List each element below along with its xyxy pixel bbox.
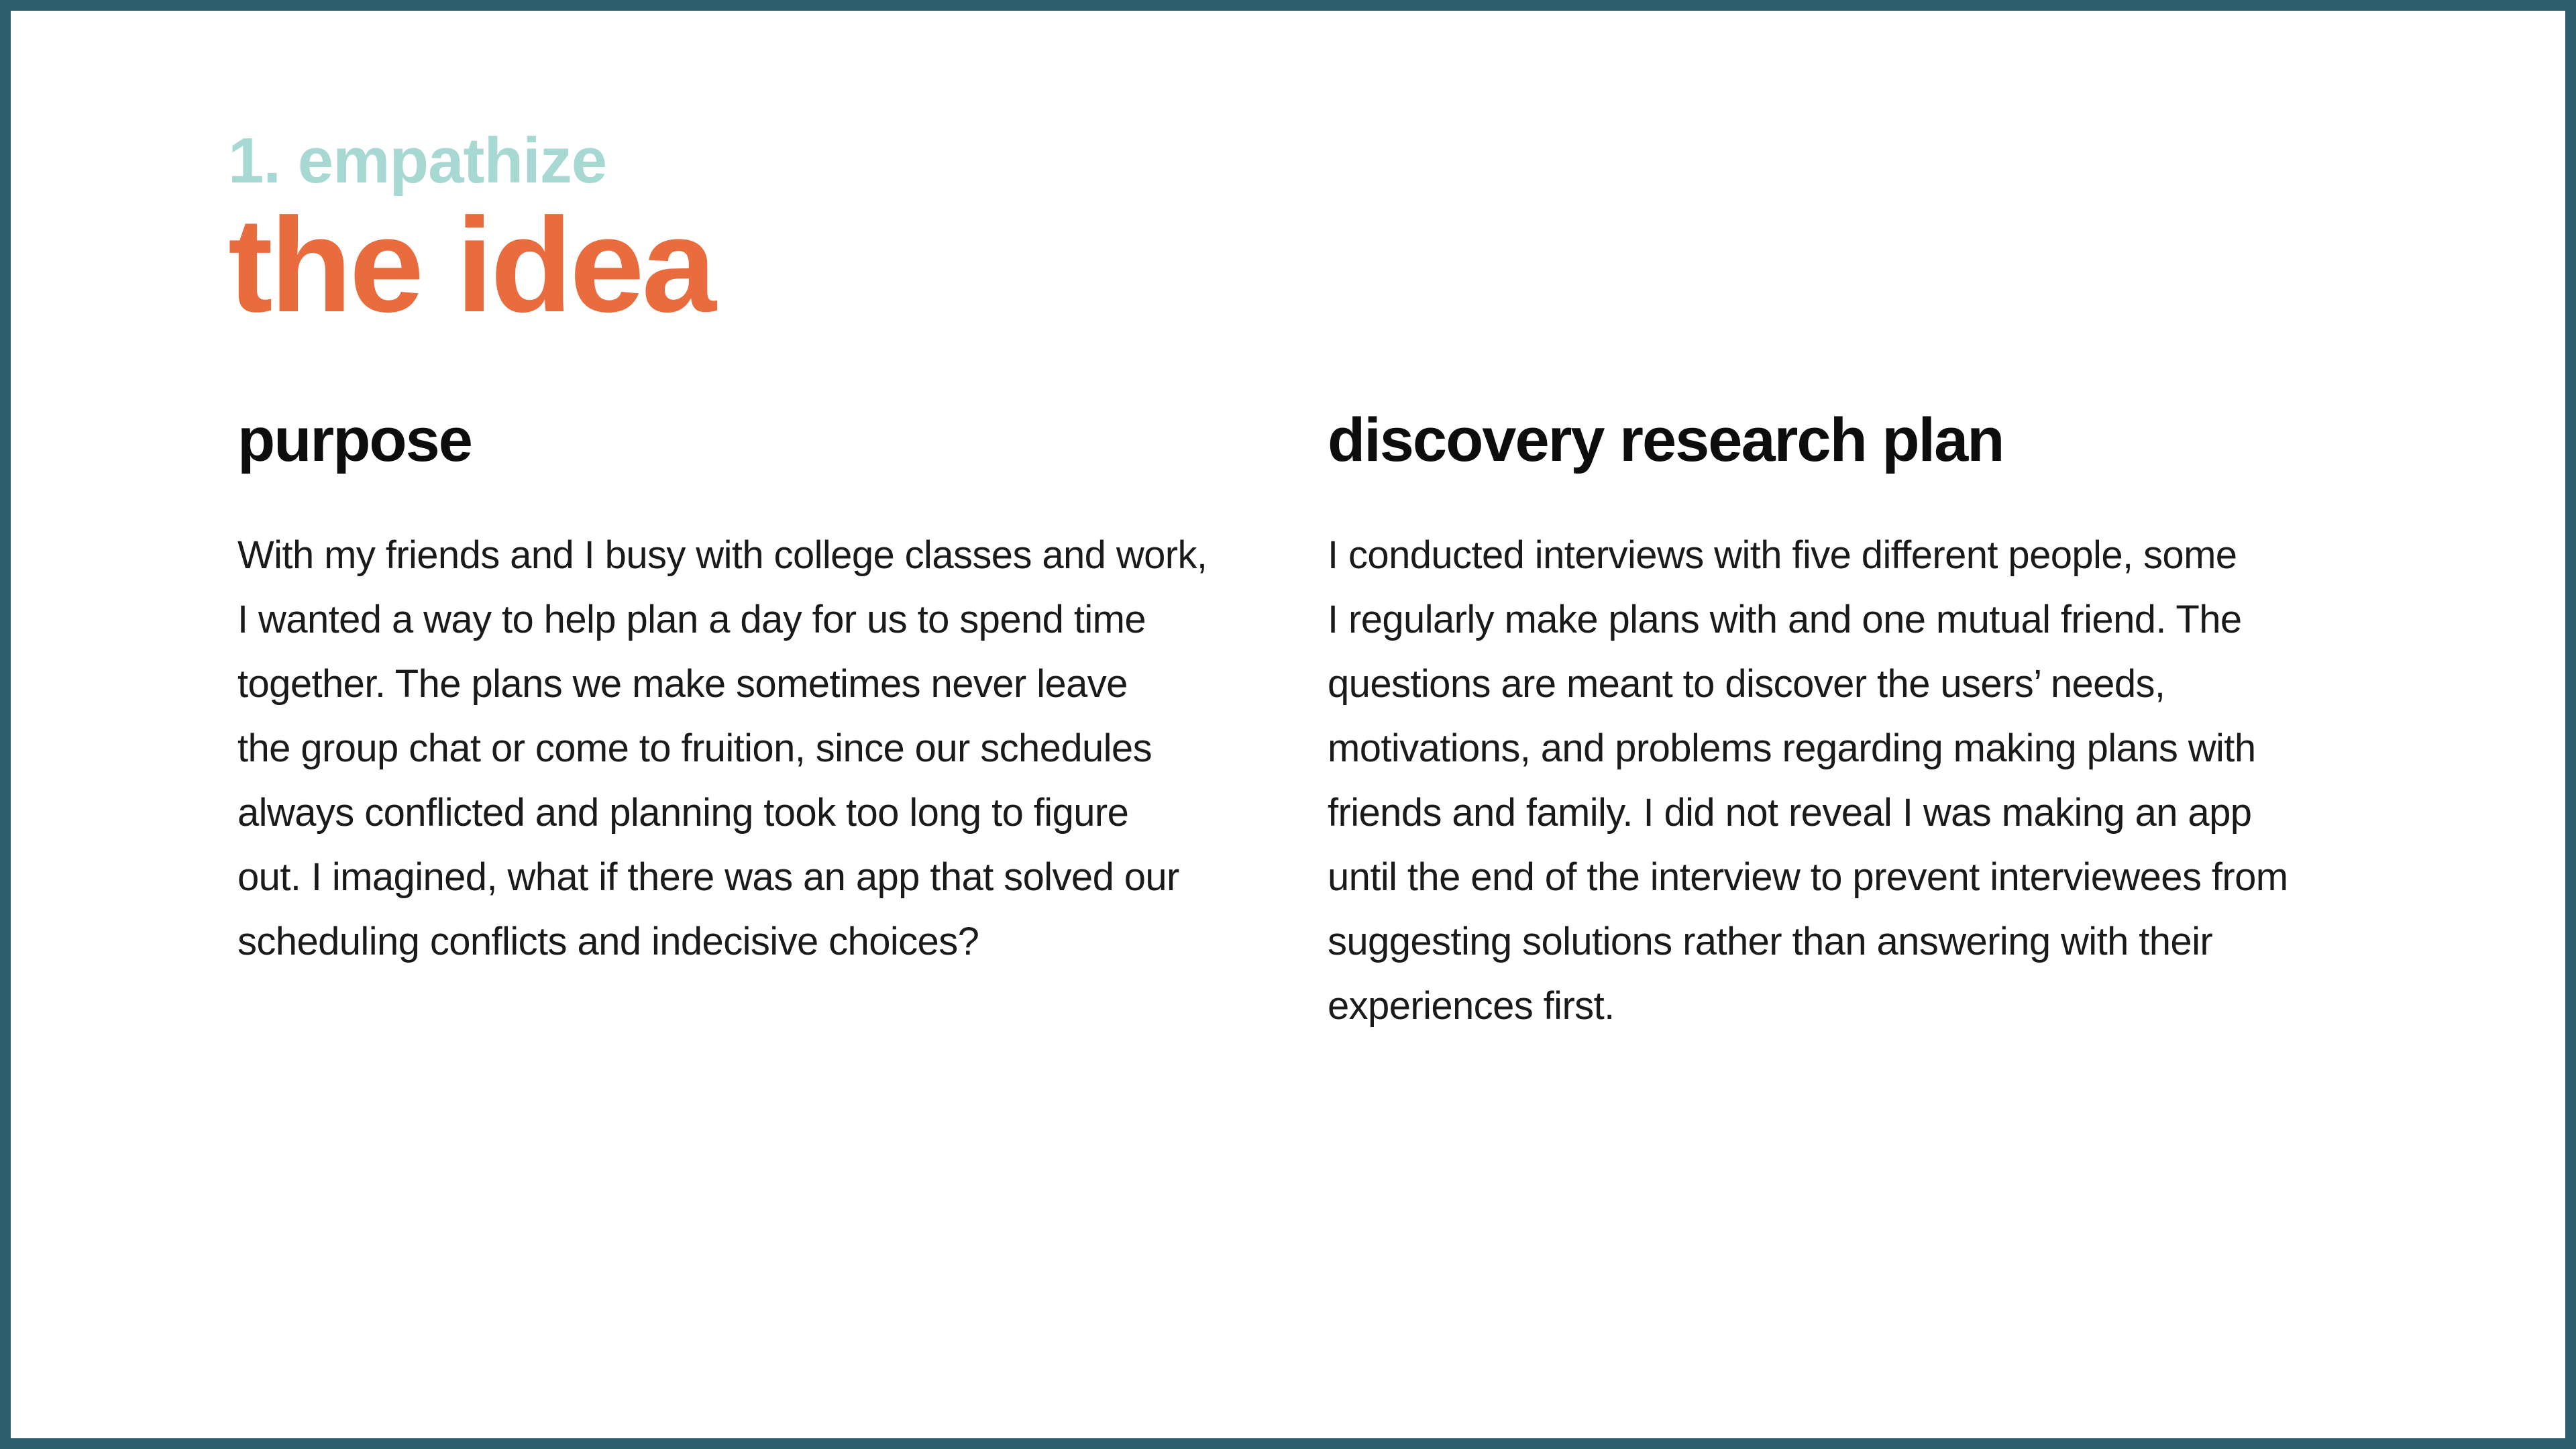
section-eyebrow: 1. empathize: [228, 125, 607, 197]
research-plan-body: I conducted interviews with five different people, some I regularly make plans with and one mutual friend. The questions are meant to discover the users’ needs, motivations, and problems regarding making plans with friends and family. I did not reveal I was making an app until the end of the interview to prevent interviewees from suggesting solutions rather than answering with their experiences first.: [1328, 533, 2288, 1028]
purpose-heading: purpose: [237, 406, 472, 474]
purpose-body: With my friends and I busy with college classes and work, I wanted a way to help plan a day for us to spend time together. The plans we make sometimes never leave the group chat or come to fruition, since our schedules always conflicted and planning took too long to figure out. I imagined, what if there was an app that solved our scheduling conflicts and indecisive choices?: [237, 533, 1208, 963]
research-plan-column: [1328, 400, 2334, 1038]
research-plan-heading: discovery research plan: [1328, 406, 2004, 474]
slide-title: the idea: [228, 191, 714, 340]
purpose-column: [237, 400, 1230, 974]
